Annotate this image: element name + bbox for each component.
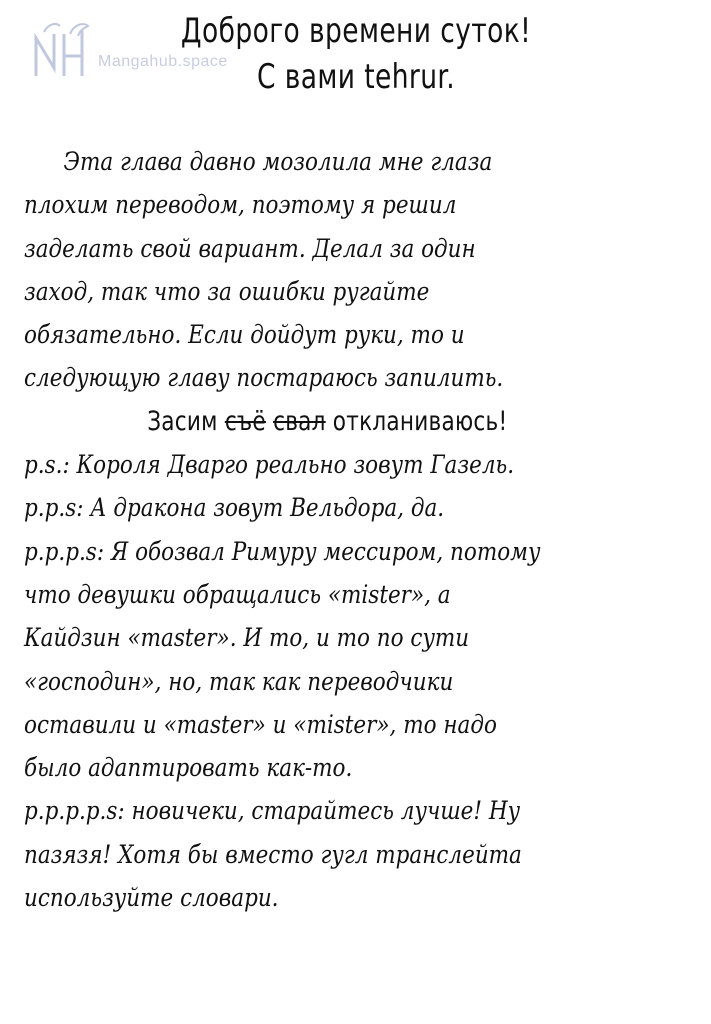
note-line: p.p.s: А дракона зовут Вельдора, да. xyxy=(24,493,445,523)
note-line: «господин», но, так как переводчики xyxy=(24,666,454,696)
paragraph-line: плохим переводом, поэтому я решил xyxy=(24,190,457,220)
signoff-struck-word-2: свал xyxy=(273,405,326,437)
greeting-author-line: С вами tehrur. xyxy=(257,57,456,97)
signoff-line xyxy=(24,400,584,443)
note-line: оставили и «master» и «mister», то надо xyxy=(24,709,497,739)
note-line: используйте словари. xyxy=(24,883,279,913)
note-line: p.p.p.p.s: новичеки, старайтесь лучше! Ну xyxy=(24,796,521,826)
greeting-header xyxy=(79,8,634,100)
note-line: было адаптировать как-то. xyxy=(24,753,353,783)
note-line: пазязя! Хотя бы вместо гугл транслейта xyxy=(24,839,522,869)
note-line: что девушки обращались «mister», а xyxy=(24,579,451,609)
greeting-line: Доброго времени суток! xyxy=(180,11,532,51)
paragraph-line: заделать свой вариант. Делал за один xyxy=(24,233,476,263)
signoff-before: Засим xyxy=(147,405,218,437)
note-line: p.s.: Короля Дварго реально зовут Газель. xyxy=(24,450,515,480)
note-line: p.p.p.s: Я обозвал Римуру мессиром, потому xyxy=(24,536,541,566)
note-body xyxy=(24,140,711,919)
paragraph-line: Эта глава давно мозолила мне глаза xyxy=(63,147,493,176)
signoff-after: откланиваюсь! xyxy=(332,405,508,437)
paragraph-line: следующую главу постараюсь запилить. xyxy=(24,363,504,393)
note-line: Кайдзин «master». И то, и то по сути xyxy=(24,623,470,653)
watermark-text: Mangahub.space xyxy=(98,53,228,70)
signoff-struck-word-1: съё xyxy=(224,405,266,437)
paragraph-line: заход, так что за ошибки ругайте xyxy=(24,276,430,306)
paragraph-line: обязательно. Если дойдут руки, то и xyxy=(24,320,465,350)
